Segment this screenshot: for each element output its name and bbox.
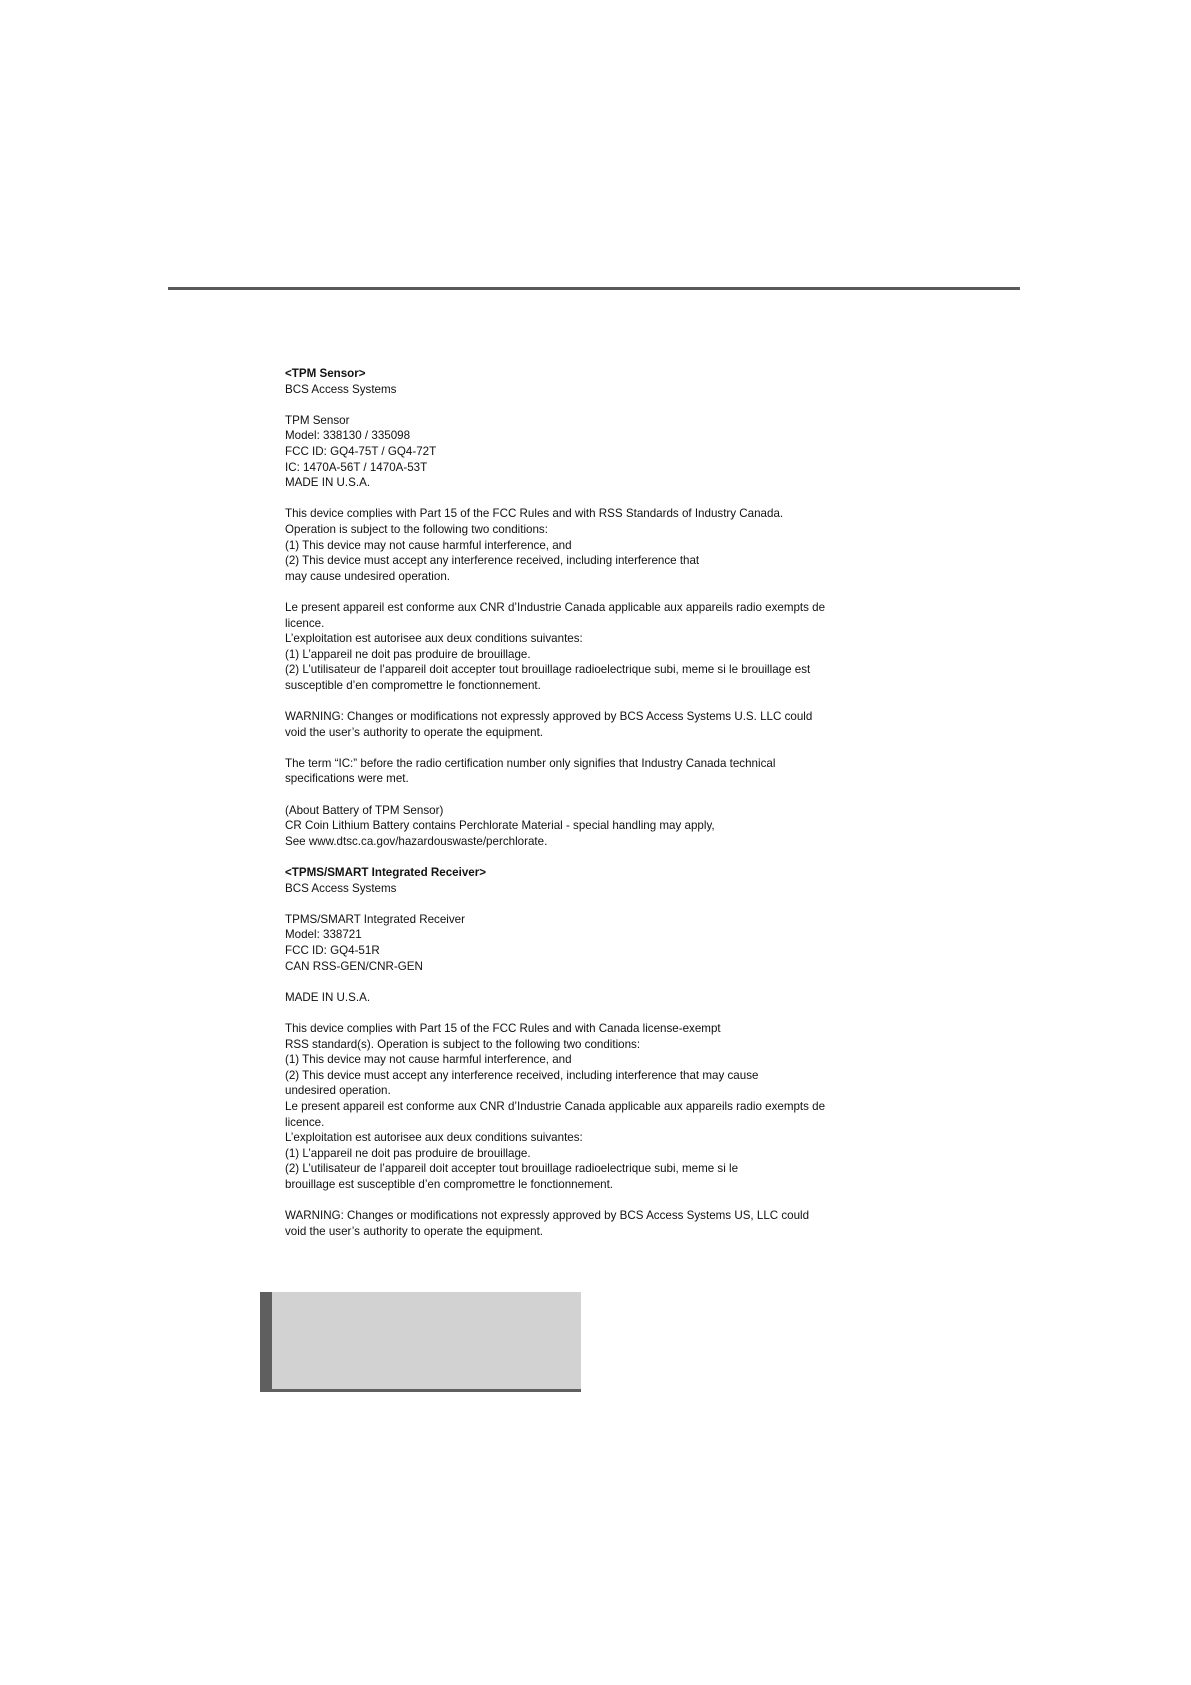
receiver-made-in: MADE IN U.S.A.: [285, 990, 371, 1004]
receiver-warning: [285, 1208, 905, 1239]
text-line: WARNING: Changes or modifications not expressly approved by BCS Access Systems US, LLC could: [285, 1209, 810, 1223]
receiver-product: TPMS/SMART Integrated Receiver: [285, 912, 465, 926]
text-line: (1) L’appareil ne doit pas produire de brouillage.: [285, 647, 531, 661]
tpm-sensor-made-in: MADE IN U.S.A.: [285, 476, 371, 490]
header-rule: [168, 287, 1020, 290]
text-line: (1) This device may not cause harmful interference, and: [285, 538, 572, 552]
text-line: Le present appareil est conforme aux CNR d’Industrie Canada applicable aux appareils radio exempts de: [285, 1099, 826, 1113]
text-line: Operation is subject to the following two conditions:: [285, 522, 548, 536]
tpm-sensor-product: TPM Sensor: [285, 413, 350, 427]
text-line: RSS standard(s). Operation is subject to the following two conditions:: [285, 1037, 641, 1051]
tpm-sensor-ic-term: [285, 756, 905, 787]
tpm-sensor-heading: <TPM Sensor>: [285, 367, 366, 380]
text-line: This device complies with Part 15 of the FCC Rules and with RSS Standards of Industry Canada.: [285, 507, 784, 521]
text-line: void the user’s authority to operate the equipment.: [285, 1224, 544, 1238]
receiver-made-in-block: [285, 990, 905, 1006]
tpm-sensor-warning: [285, 709, 905, 740]
text-line: See www.dtsc.ca.gov/hazardouswaste/perchlorate.: [285, 834, 548, 848]
text-line: (2) This device must accept any interference received, including interference that may cause: [285, 1068, 759, 1082]
tpm-sensor-compliance-english: [285, 506, 905, 584]
text-line: CR Coin Lithium Battery contains Perchlorate Material - special handling may apply,: [285, 819, 715, 833]
receiver-fcc-id: FCC ID: GQ4-51R: [285, 943, 380, 957]
tpm-sensor-identification: [285, 413, 905, 491]
text-line: brouillage est susceptible d’en compromettre le fonctionnement.: [285, 1177, 614, 1191]
tpm-sensor-compliance-french: [285, 600, 905, 694]
regulatory-content: [285, 366, 905, 1255]
text-line: The term “IC:” before the radio certification number only signifies that Industry Canada technical: [285, 756, 776, 770]
tpm-sensor-ic: IC: 1470A-56T / 1470A-53T: [285, 460, 428, 474]
text-line: (1) L’appareil ne doit pas produire de brouillage.: [285, 1146, 531, 1160]
text-line: (2) L’utilisateur de l’appareil doit accepter tout brouillage radioelectrique subi, meme si le: [285, 1162, 739, 1176]
receiver-identification: [285, 912, 905, 974]
tpm-sensor-header-block: [285, 366, 905, 397]
receiver-heading: <TPMS/SMART Integrated Receiver>: [285, 866, 487, 879]
tpm-sensor-battery-note: [285, 803, 905, 850]
text-line: This device complies with Part 15 of the FCC Rules and with Canada license-exempt: [285, 1021, 721, 1035]
text-line: void the user’s authority to operate the equipment.: [285, 725, 544, 739]
tpm-sensor-company: BCS Access Systems: [285, 382, 397, 396]
text-line: (2) This device must accept any interference received, including interference that: [285, 554, 700, 568]
receiver-company: BCS Access Systems: [285, 881, 397, 895]
text-line: susceptible d’en compromettre le fonctionnement.: [285, 678, 541, 692]
text-line: (1) This device may not cause harmful interference, and: [285, 1053, 572, 1067]
receiver-compliance: [285, 1021, 905, 1193]
text-line: undesired operation.: [285, 1084, 391, 1098]
tpm-sensor-model: Model: 338130 / 335098: [285, 429, 411, 443]
receiver-model: Model: 338721: [285, 928, 362, 942]
tpm-sensor-fcc-id: FCC ID: GQ4-75T / GQ4-72T: [285, 444, 437, 458]
text-line: may cause undesired operation.: [285, 569, 450, 583]
text-line: licence.: [285, 1115, 325, 1129]
text-line: (2) L’utilisateur de l’appareil doit accepter tout brouillage radioelectrique subi, meme si le brouillage est: [285, 663, 811, 677]
receiver-header-block: [285, 865, 905, 896]
text-line: WARNING: Changes or modifications not expressly approved by BCS Access Systems U.S. LLC could: [285, 710, 813, 724]
text-line: specifications were met.: [285, 772, 409, 786]
text-line: L’exploitation est autorisee aux deux conditions suivantes:: [285, 632, 583, 646]
section-marker-box: [260, 1292, 581, 1392]
text-line: L’exploitation est autorisee aux deux conditions suivantes:: [285, 1131, 583, 1145]
text-line: Le present appareil est conforme aux CNR d’Industrie Canada applicable aux appareils radio exempts de: [285, 600, 826, 614]
text-line: licence.: [285, 616, 325, 630]
receiver-can: CAN RSS-GEN/CNR-GEN: [285, 959, 423, 973]
text-line: (About Battery of TPM Sensor): [285, 803, 444, 817]
